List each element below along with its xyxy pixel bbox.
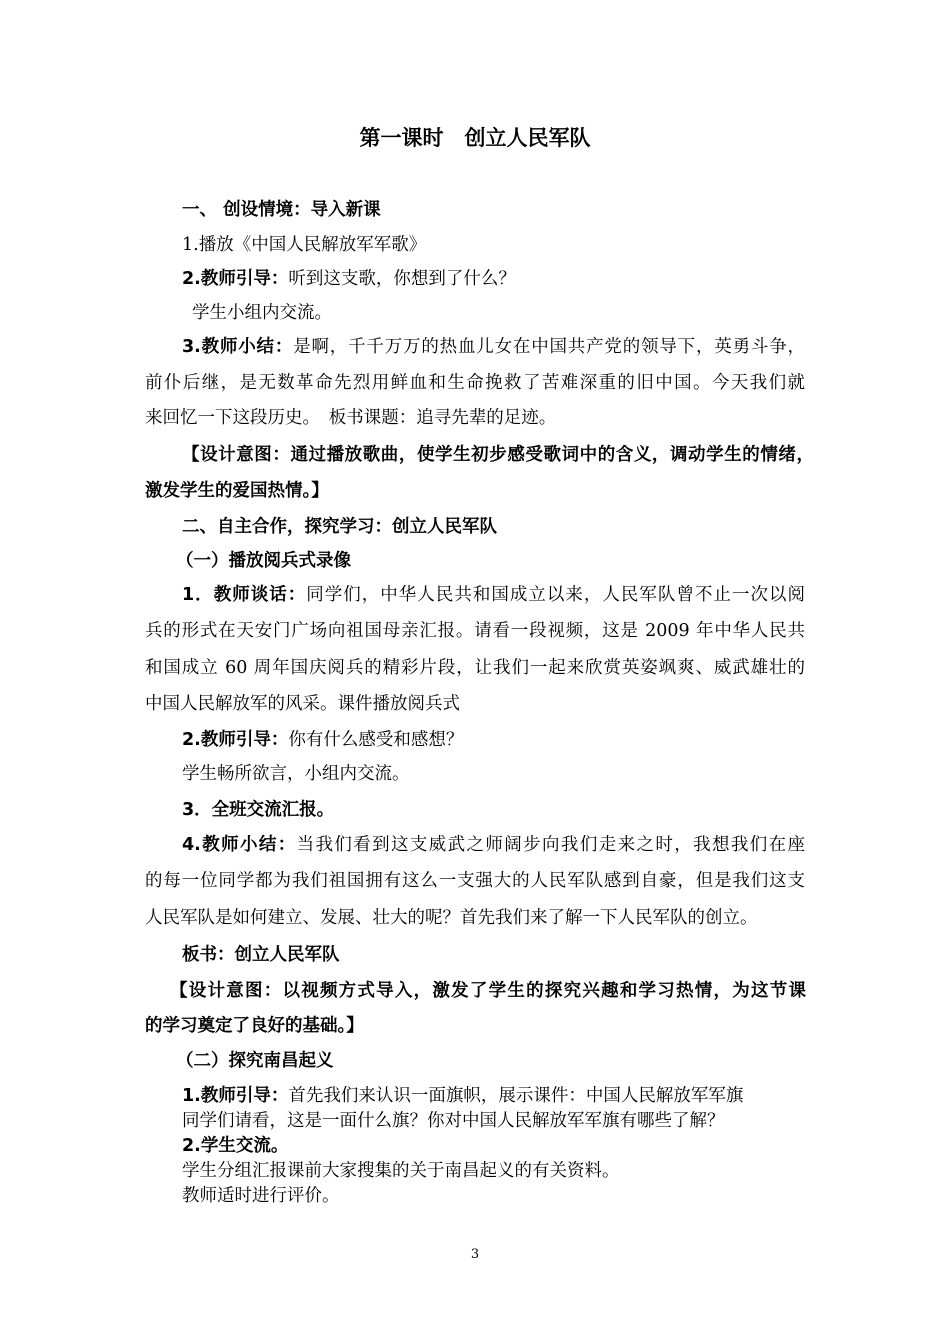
s1-item-1: 1.播放《中国人民解放军军歌》 xyxy=(182,235,427,255)
s1-item-3-label: 3.教师小结： xyxy=(182,337,294,357)
s2b-report: 学生分组汇报课前大家搜集的关于南昌起义的有关资料。 xyxy=(182,1161,620,1181)
s1-student-note: 学生小组内交流。 xyxy=(192,303,332,323)
s1-design-intent-line-2: 激发学生的爱国热情。】 xyxy=(145,481,329,501)
section-1-heading: 一、 创设情境：导入新课 xyxy=(182,200,381,220)
s1-item-2 xyxy=(182,268,516,290)
page-title: 第一课时 创立人民军队 xyxy=(359,126,591,150)
s2-item-4-line-1 xyxy=(182,834,805,856)
board-note: 板书：创立人民军队 xyxy=(182,945,340,965)
s1-item-3-text-1: 是啊，千千万万的热血儿女在中国共产党的领导下，英勇斗争， xyxy=(293,337,806,357)
s1-item-3-line-2: 前仆后继，是无数革命先烈用鲜血和生命挽救了苦难深重的旧中国。今天我们就 xyxy=(145,373,805,393)
s2b-question: 同学们请看，这是一面什么旗？你对中国人民解放军军旗有哪些了解？ xyxy=(182,1111,725,1131)
section-2-heading: 二、自主合作，探究学习：创立人民军队 xyxy=(182,517,497,537)
s2-item-1-line-4: 中国人民解放军的风采。课件播放阅兵式 xyxy=(145,694,460,714)
s1-item-2-text: 听到这支歌，你想到了什么？ xyxy=(288,269,516,289)
s2b-evaluation: 教师适时进行评价。 xyxy=(182,1186,340,1206)
s1-item-3-line-1 xyxy=(182,336,805,358)
subsection-2-heading: （二）探究南昌起义 xyxy=(176,1051,334,1071)
s1-design-intent-line-1: 【设计意图：通过播放歌曲，使学生初步感受歌词中的含义，调动学生的情绪， xyxy=(182,445,814,465)
s2-item-1-label: 1．教师谈话： xyxy=(182,585,307,605)
page-number: 3 xyxy=(470,1247,480,1262)
s2-item-4-text-1: 当我们看到这支威武之师阔步向我们走来之时，我想我们在座 xyxy=(296,835,805,855)
s2b-item-1-text: 首先我们来认识一面旗帜，展示课件：中国人民解放军军旗 xyxy=(288,1086,744,1106)
s2-item-3: 3．全班交流汇报。 xyxy=(182,800,335,820)
s2-item-2 xyxy=(182,729,463,751)
s2-item-1-line-1 xyxy=(182,584,805,606)
s2-item-1-line-2: 兵的形式在天安门广场向祖国母亲汇报。请看一段视频，这是 2009 年中华人民共 xyxy=(145,621,805,641)
subsection-1-heading: （一）播放阅兵式录像 xyxy=(176,551,351,571)
s2b-item-1-label: 1.教师引导： xyxy=(182,1086,289,1106)
s2-item-1-line-3: 和国成立 60 周年国庆阅兵的精彩片段，让我们一起来欣赏英姿飒爽、威武雄壮的 xyxy=(145,658,805,678)
s2-item-2-student: 学生畅所欲言，小组内交流。 xyxy=(182,764,410,784)
s2-design-intent-line-2: 的学习奠定了良好的基础。】 xyxy=(145,1016,364,1036)
s1-item-2-label: 2.教师引导： xyxy=(182,269,289,289)
s2-design-intent-line-1: 【设计意图：以视频方式导入，激发了学生的探究兴趣和学习热情，为这节课 xyxy=(170,981,806,1001)
s2b-item-1 xyxy=(182,1085,743,1107)
s2-item-2-label: 2.教师引导： xyxy=(182,730,289,750)
s2-item-1-text-1: 同学们，中华人民共和国成立以来，人民军队曾不止一次以阅 xyxy=(306,585,805,605)
s2-item-2-text: 你有什么感受和感想？ xyxy=(288,730,464,750)
s2b-item-2: 2.学生交流。 xyxy=(182,1136,289,1156)
s2-item-4-label: 4.教师小结： xyxy=(182,835,297,855)
s1-item-3-line-3: 来回忆一下这段历史。 板书课题：追寻先辈的足迹。 xyxy=(145,408,557,428)
s2-item-4-line-3: 人民军队是如何建立、发展、壮大的呢？首先我们来了解一下人民军队的创立。 xyxy=(145,908,758,928)
s2-item-4-line-2: 的每一位同学都为我们祖国拥有这么一支强大的人民军队感到自豪，但是我们这支 xyxy=(145,871,805,891)
